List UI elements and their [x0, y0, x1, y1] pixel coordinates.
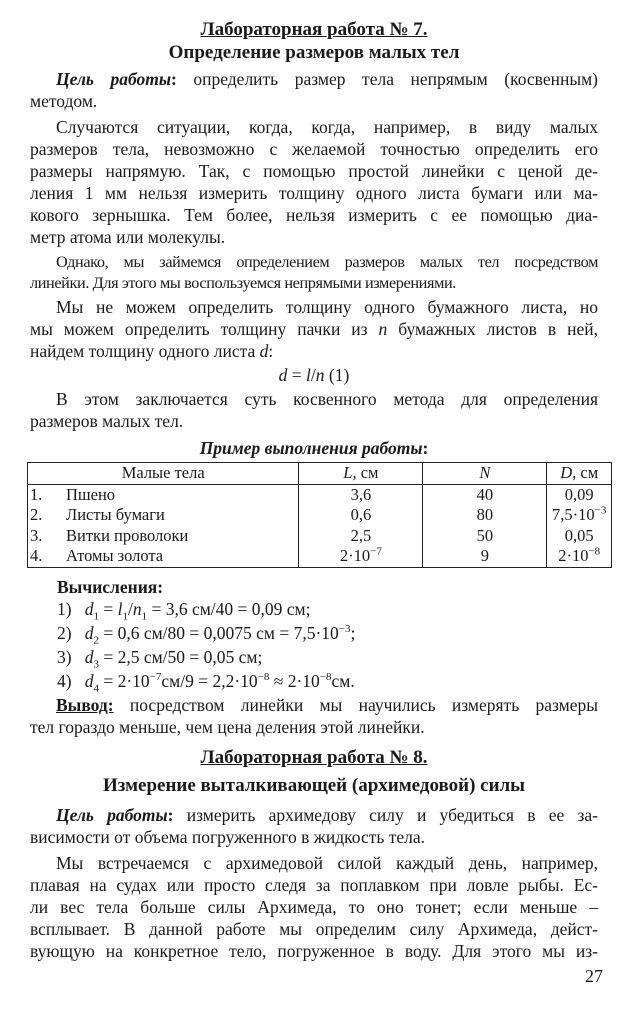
lab7-goal-line: [30, 68, 598, 90]
t: L: [343, 463, 353, 482]
lab7-title: [30, 19, 598, 41]
lab8-title: Лабораторная работа № 8.: [200, 747, 428, 768]
header-L: [299, 463, 423, 485]
lab7-goal-line2: методом.: [30, 91, 98, 111]
text: мы можем определить толщину пачки из: [30, 319, 379, 339]
f: n: [315, 365, 325, 385]
paragraph-line: Мы встречаемся с архимедовой силой каждый день, например,: [56, 853, 598, 873]
lab8-goal-line: [30, 804, 598, 826]
calc-line-2: [57, 622, 625, 647]
row-N: 40: [423, 484, 547, 505]
t: измерить архимедову силу и убедиться в ее за-: [173, 805, 598, 825]
t: = 2,5 см/50 = 0,05 см;: [98, 647, 263, 667]
t: ;: [350, 623, 356, 643]
calc-title: Вычисления:: [57, 577, 164, 597]
header-D: [547, 463, 612, 485]
t: = 3,6 см/40 = 0,09 см;: [147, 599, 311, 619]
t: /: [127, 599, 133, 619]
row-D: [547, 484, 612, 505]
goal-label: Цель работы: [56, 69, 171, 89]
paragraph-line: [30, 318, 598, 340]
t: = 2·10: [98, 671, 150, 691]
text: :: [422, 438, 429, 458]
t: n: [132, 599, 142, 619]
table-row: [28, 526, 612, 547]
formula-1: [30, 364, 598, 386]
paragraph-line: Мы не можем определить толщину одного бумажного листа, но: [56, 297, 598, 317]
t: = 0,6 см/80 = 0,0075 см = 7,5·10: [98, 623, 339, 643]
row-D: [547, 546, 612, 567]
goal-text: определить размер тела непрямым (косвенным): [176, 69, 598, 89]
text: найдем толщину одного листа: [30, 341, 260, 361]
t: −7: [149, 671, 162, 684]
page-number: 27: [585, 966, 603, 986]
t: −8: [319, 671, 332, 684]
t: 2: [93, 634, 99, 647]
f: l: [306, 365, 311, 385]
goal-colon: :: [170, 69, 177, 89]
t: 2·10: [339, 546, 371, 565]
paragraph-line: вующую на конкретное тело, погруженное в воду. Для этого мы из-: [30, 941, 598, 961]
t: посредством линейки мы научились измерять размеры: [113, 695, 598, 715]
t: см/9 = 2,2·10: [161, 671, 258, 691]
lab8-subtitle: Измерение выталкивающей (архимедовой) силы: [102, 775, 526, 796]
text: Пример выполнения работы: [199, 438, 423, 458]
t: 1: [122, 610, 128, 623]
lab8-goal-line2: висимости от объема погруженного в жидкость тела.: [30, 827, 426, 847]
header-body: Малые тела: [28, 463, 299, 485]
conclusion-line: тел гораздо меньше, чем цена деления этой линейки.: [30, 717, 425, 737]
paragraph-line: Однако, мы займемся определением размеров малых тел посредством: [56, 252, 598, 271]
t: d: [84, 647, 94, 667]
text: бумажных листов в ней,: [387, 319, 598, 339]
row-L: [299, 546, 423, 567]
t: 2,5: [350, 525, 372, 545]
f: (1): [324, 365, 350, 385]
t: 1: [93, 610, 99, 623]
title-text: Лабораторная работа № 7.: [200, 19, 428, 40]
t: 3: [93, 658, 99, 671]
example-title: [30, 437, 598, 459]
var-n: n: [378, 319, 388, 339]
row-name: Витки проволоки: [66, 525, 189, 545]
paragraph-line: плавая на судах или просто следя за поплавком при ловле рыбы. Ес-: [30, 875, 598, 895]
row-D: [547, 526, 612, 547]
paragraph-line: ли вес тела больше силы Архимеда, то оно тонет; если меньше –: [30, 897, 598, 917]
paragraph-line: всплывает. В данной работе мы определим силу Архимеда, дейст-: [30, 919, 598, 939]
row-name: Атомы золота: [66, 546, 299, 567]
t: d: [84, 623, 94, 643]
exp: −7: [370, 545, 382, 558]
t: −3: [338, 623, 351, 636]
row-num: 4.: [28, 546, 67, 567]
t: 4: [93, 682, 99, 695]
t: , см: [572, 463, 599, 482]
exp: −3: [594, 504, 607, 517]
table-row: [28, 484, 612, 505]
paragraph-line: ления 1 мм нельзя измерить толщину одного листа бумаги или ма-: [30, 183, 598, 203]
paragraph-line: размеров малых тел.: [30, 411, 184, 431]
t: ≈ 2·10: [269, 671, 320, 691]
t: 1: [141, 610, 148, 623]
t: :: [167, 805, 174, 825]
t: 0,6: [350, 505, 372, 524]
t: 1): [57, 599, 72, 619]
t: 0,05: [564, 525, 594, 545]
f: /: [310, 365, 316, 385]
var-d: d: [259, 341, 269, 361]
t: 4): [57, 671, 72, 691]
row-num: 1.: [28, 484, 67, 505]
t: 3): [57, 647, 72, 667]
t: l: [117, 599, 123, 619]
t: d: [84, 671, 94, 691]
t: 7,5·10: [552, 505, 595, 524]
conclusion-label: Вывод:: [56, 695, 114, 715]
table-header: [28, 463, 612, 485]
calc-line-3: [57, 646, 625, 671]
row-num: 2.: [28, 505, 67, 526]
paragraph-line: метр атома или молекулы.: [30, 227, 226, 247]
t: 2·10: [558, 546, 589, 565]
row-L: [299, 526, 423, 547]
row-N: 9: [423, 546, 547, 567]
paragraph-line: кового зернышка. Тем более, нельзя измерить с ее помощью диа-: [30, 205, 598, 225]
table-row: [28, 546, 612, 567]
row-N: 50: [423, 526, 547, 547]
conclusion-line: [30, 694, 598, 716]
t: d: [84, 599, 94, 619]
calc-line-4: [57, 670, 625, 695]
t: −8: [257, 671, 270, 684]
row-D: [547, 505, 612, 526]
f: =: [287, 365, 307, 385]
table-row: [28, 505, 612, 526]
f: d: [278, 365, 288, 385]
text: :: [268, 341, 274, 361]
row-L: [299, 505, 423, 526]
example-table: [27, 462, 612, 568]
row-name: Пшено: [66, 484, 116, 504]
row-num: 3.: [28, 526, 67, 547]
goal-label: Цель работы: [56, 805, 168, 825]
lab7-subtitle: Определение размеров малых тел: [168, 42, 460, 63]
t: 0,09: [564, 484, 594, 504]
row-L: [299, 484, 423, 505]
paragraph-line: [30, 340, 598, 362]
t: =: [98, 599, 118, 619]
exp: −8: [588, 545, 601, 558]
calc-line-1: [57, 598, 625, 623]
t: см.: [331, 671, 355, 691]
paragraph-line: Случаются ситуации, когда, когда, например, в виду малых: [56, 117, 598, 137]
row-name: Листы бумаги: [66, 505, 165, 524]
t: D: [560, 463, 573, 482]
header-N: N: [423, 463, 547, 485]
paragraph-line: размеры напрямую. Так, с помощью простой линейки с ценой де-: [30, 161, 598, 181]
t: , см: [352, 463, 379, 482]
t: 2): [57, 623, 72, 643]
paragraph-line: В этом заключается суть косвенного метода для определения: [56, 389, 598, 409]
row-N: 80: [423, 505, 547, 526]
paragraph-line: линейки. Для этого мы воспользуемся непрямыми измерениями.: [30, 273, 456, 292]
paragraph-line: размеров тела, невозможно с желаемой точностью определить его: [30, 139, 598, 159]
t: 3,6: [350, 484, 372, 504]
